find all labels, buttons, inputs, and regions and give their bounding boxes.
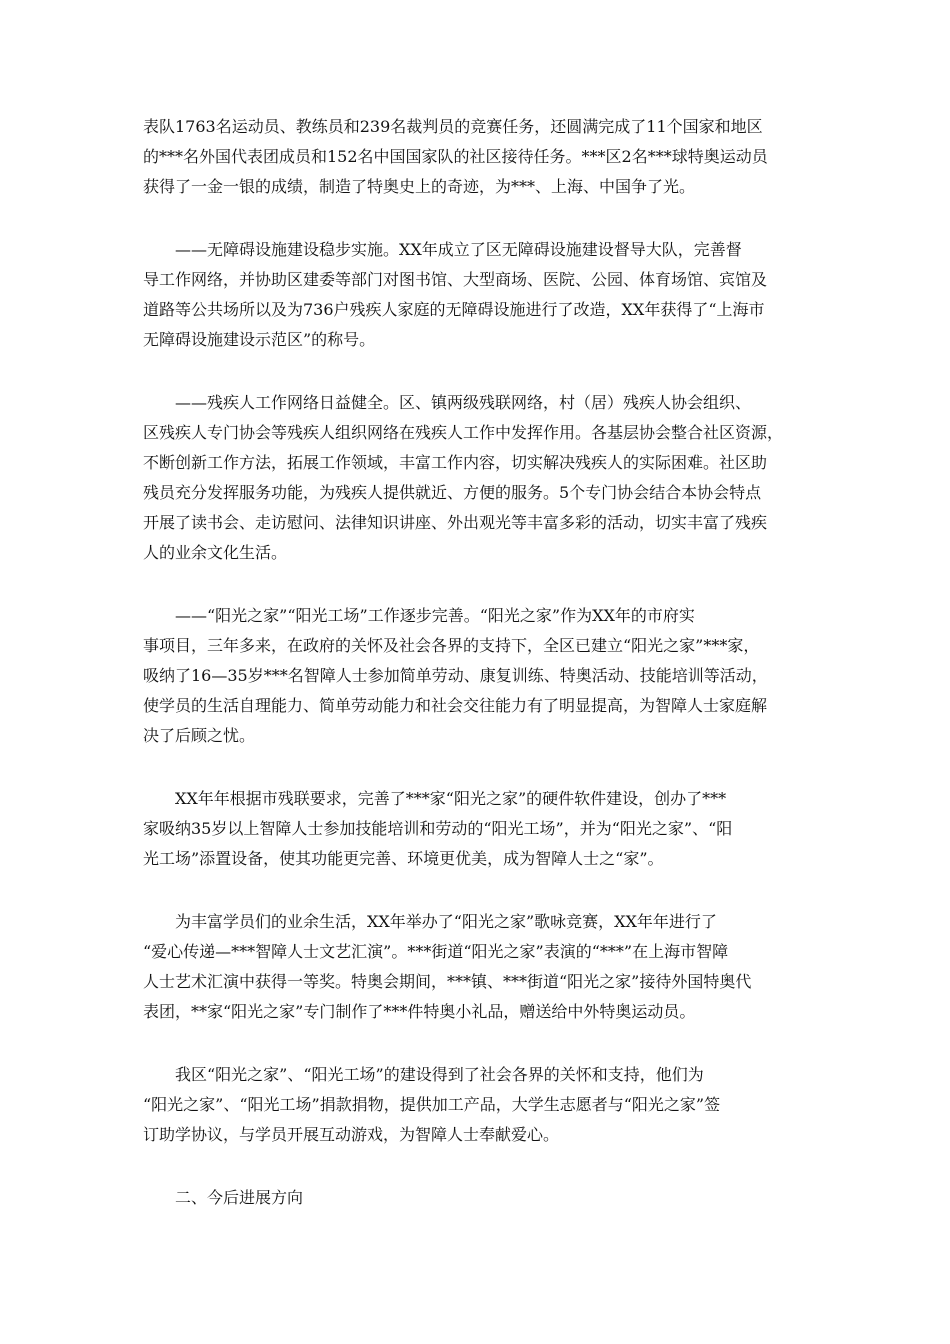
paragraph-athletes-reception: 表队1763名运动员、教练员和239名裁判员的竞赛任务，还圆满完成了11个国家和地区 的***名外国代表团成员和152名中国国家队的社区接待任务。***区2名***球特奥运动员 获得了一金一银的成绩，制造了特奥史上的奇迹，为***、上海、中国争了光。 — [143, 117, 768, 196]
paragraph-barrier-free-facilities: ——无障碍设施建设稳步实施。XX年成立了区无障碍设施建设督导大队，完善督 导工作网络，并协助区建委等部门对图书馆、大型商场、医院、公园、体育场馆、宾馆及 道路等公共场所以及为736户残疾人家庭的无障碍设施进行了改造，XX年获得了“上海市 无障碍设施建设示范区”的称号。 — [143, 240, 768, 349]
paragraph-cultural-activities: 为丰富学员们的业余生活，XX年举办了“阳光之家”歌咏竞赛，XX年年进行了 “爱心传递—***智障人士文艺汇演”。***街道“阳光之家”表演的“***”在上海市智障 人士艺术汇演中获得一等奖。特奥会期间，***镇、***街道“阳光之家”接待外国特奥代 表团，**家“阳光之家”专门制作了***件特奥小礼品，赠送给中外特奥运动员。 — [143, 912, 752, 1021]
section-heading: 二、今后进展方向 — [175, 1188, 304, 1207]
document-body — [143, 112, 811, 1213]
paragraph-disability-work-network: ——残疾人工作网络日益健全。区、镇两级残联网络，村（居）残疾人协会组织、 区残疾人专门协会等残疾人组织网络在残疾人工作中发挥作用。各基层协会整合社区资源， 不断创新工作方法，拓展工作领域，丰富工作内容，切实解决残疾人的实际困难。社区助 残员充分发挥服务功能，为残疾人提供就近、方便的服务。5个专门协会结合本协会特点 开展了读书会、走访慰问、法律知识讲座、外出观光等丰富多彩的活动，切实丰富了残疾 人的业余文化生活。 — [143, 393, 784, 562]
paragraph-sunshine-workshop-construction: XX年年根据市残联要求，完善了***家“阳光之家”的硬件软件建设，创办了*** 家吸纳35岁以上智障人士参加技能培训和劳动的“阳光工场”，并为“阳光之家”、“阳 光工场”添置设备，使其功能更完善、环境更优美，成为智障人士之“家”。 — [143, 789, 733, 868]
paragraph-sunshine-home-workshop: ——“阳光之家”“阳光工场”工作逐步完善。“阳光之家”作为XX年的市府实 事项目，三年多来，在政府的关怀及社会各界的支持下，全区已建立“阳光之家”***家， 吸纳了16—35岁***名智障人士参加简单劳动、康复训练、特奥活动、技能培训等活动， 使学员的生活自理能力、简单劳动能力和社会交往能力有了明显提高，为智障人士家庭解 决了后顾之忧。 — [143, 606, 768, 745]
paragraph-social-support: 我区“阳光之家”、“阳光工场”的建设得到了社会各界的关怀和支持，他们为 “阳光之家”、“阳光工场”捐款捐物，提供加工产品，大学生志愿者与“阳光之家”签 订助学协议，与学员开展互动游戏，为智障人士奉献爱心。 — [143, 1065, 721, 1144]
